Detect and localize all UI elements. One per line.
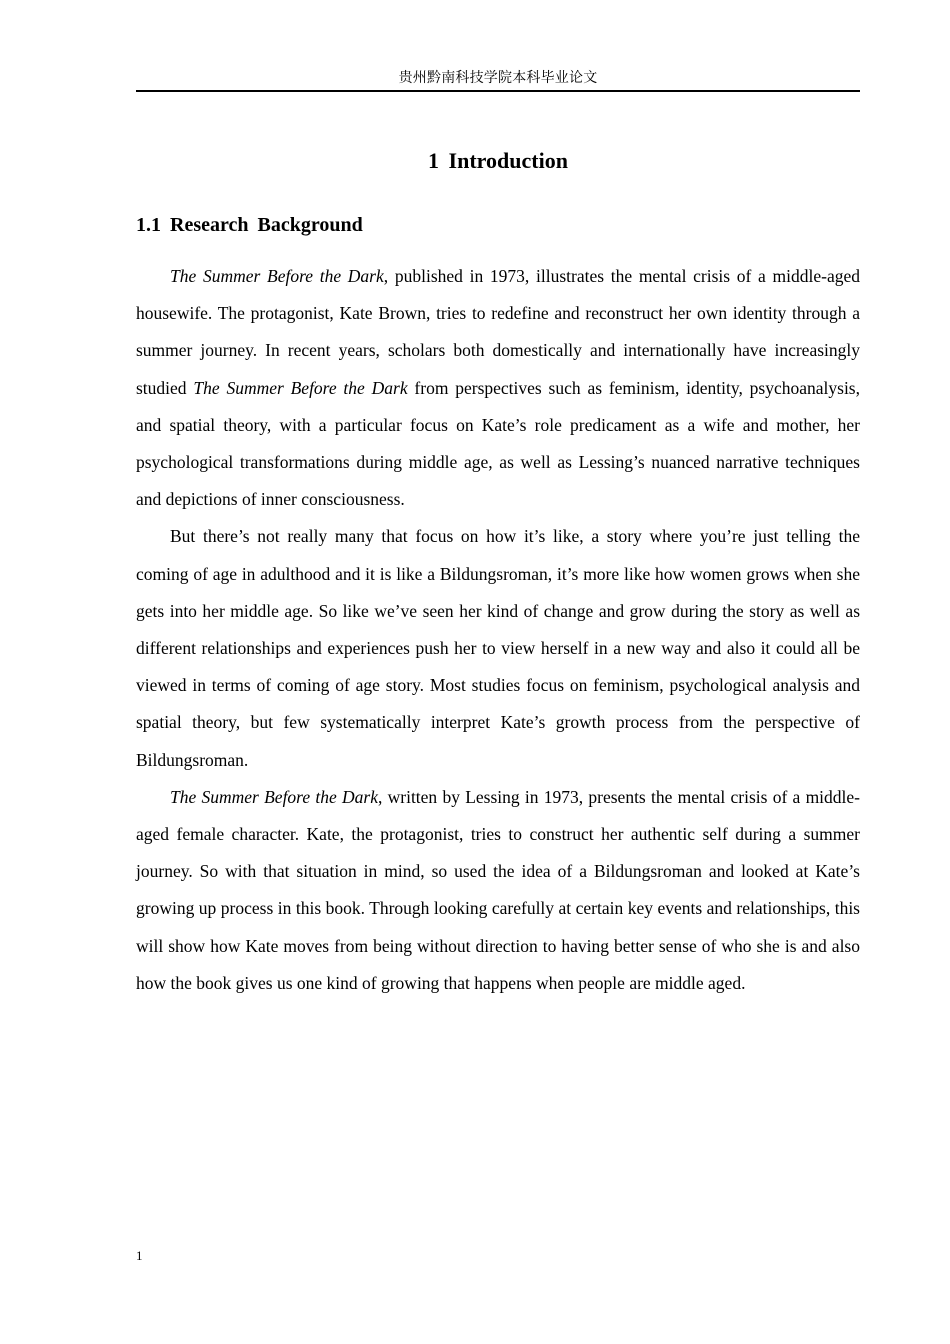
paragraph-3-text: , written by Lessing in 1973, presents the mental crisis of a middle-aged female character. Kate, the protagonist, tries to construct her authentic self during a summer journey. So with that situation in mind, so used the idea of a Bildungsroman and looked at Kate’s growing up process in this book. Through looking carefully at certain key events and relationships, this will show how Kate moves from being without direction to having better sense of who she is and also how the book gives us one kind of growing that happens when people are middle aged. — [136, 786, 860, 993]
paragraph-1 — [136, 258, 860, 518]
chapter-title: 1 Introduction — [428, 148, 568, 173]
section-title: 1.1 Research Background — [136, 214, 363, 236]
body-text — [136, 258, 860, 1002]
paragraph-1-text-b: from perspectives such as feminism, identity, psychoanalysis, and spatial theory, with a particular focus on Kate’s role predicament as a wife and mother, her psychological transformations during middle age, as well as Lessing’s nuanced narrative techniques and depictions of inner consciousness. — [136, 377, 860, 510]
page-number: 1 — [136, 1248, 143, 1263]
book-title-italic: The Summer Before the Dark — [170, 786, 378, 807]
paragraph-2-text: But there’s not really many that focus on how it’s like, a story where you’re just telling the coming of age in adulthood and it is like a Bildungsroman, it’s more like how women grows when she gets into her middle age. So like we’ve seen her kind of change and grow during the story as well as different relationships and experiences push her to view herself in a new way and also it could all be viewed in terms of coming of age story. Most studies focus on feminism, psychological analysis and spatial theory, but few systematically interpret Kate’s growth process from the perspective of Bildungsroman. — [136, 526, 860, 770]
paragraph-1-text-a: , published in 1973, illustrates the mental crisis of a middle-aged housewife. The protagonist, Kate Brown, tries to redefine and reconstruct her own identity through a summer journey. In recent years, scholars both domestically and internationally have increasingly studied — [136, 266, 860, 398]
book-title-italic: The Summer Before the Dark — [170, 266, 384, 286]
paragraph-2 — [136, 518, 860, 778]
book-title-italic: The Summer Before the Dark — [193, 377, 408, 398]
header-text: 贵州黔南科技学院本科毕业论文 — [398, 70, 598, 86]
page-header — [136, 66, 860, 92]
paragraph-3 — [136, 779, 860, 1002]
